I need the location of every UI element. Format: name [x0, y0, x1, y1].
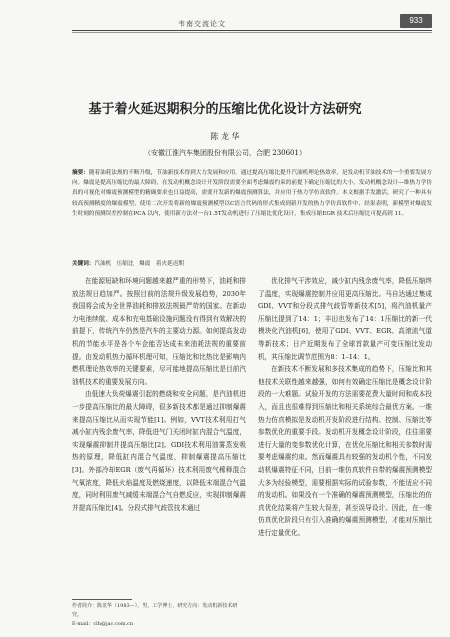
- author-affiliation: （安徽江淮汽车集团股份有限公司，合肥 230601）: [144, 149, 306, 157]
- footnote-author-bio: 作者简介：陈龙华（1983—），男，工学博士，研究方向：发动机新技术研究。: [72, 603, 238, 618]
- keywords-text: 汽油机 压缩比 爆震 着火延迟期: [94, 261, 184, 267]
- abstract-label: 摘要：: [72, 170, 89, 176]
- header-rule-thin: [72, 32, 432, 33]
- paragraph: 优化排气干涉效应，减少缸内残余废气率，降低压缩终了温度，实现爆震控制并应用更高压缩比。马自达通过集成GDI、VVT和分段式排气歧管等新技术[5]，将汽油机量产压缩比提到了14：1；丰田也发布了14：1压缩比的新一代模块化汽油机[6]，使用了GDI、VVT、EGR、高滚流气道等新技术；日产近期发布了全球首款量产可变压缩比发动机，其压缩比调节范围为8：1–14：1。: [258, 277, 432, 361]
- footnote-rule: [72, 599, 132, 600]
- author-name: 陈 龙 华: [210, 132, 240, 141]
- paragraph: 在新技术不断发展和多技术集成的趋势下，压缩比和其他技术关联性越来越强，如何有效确定压缩比是概念设计阶段的一大难题。试验开发的方法需要花费大量时间和成本投入，而且也很难得到压缩比和相关系统综合最优方案。一维热力仿真模拟是发动机开发阶段进行结构、控制、压缩比等参数优化的重要手段。发动机开发概念设计阶段，往往需要进行大量的变参数优化计算，在优化压缩比和相关参数时需要考虑爆震约束。然而爆震具有较强的发动机个性，不同发动机爆震特征不同，目前一维仿真软件自带的爆震预测模型大多为经验模型，需要根据实际的试验参数，不能适应不同的发动机。如果没有一个准确的爆震预测模型，压缩比的仿真优化结果将产生较大误差，甚至误导设计。因此，在一维仿真优化阶段只有引入准确的爆震预测模型，才能对压缩比进行定量优化。: [258, 365, 432, 537]
- header-rule: [72, 30, 432, 31]
- paragraph: 由低速大负荷爆震引起的燃烧和安全问题，是汽油机进一步提高压缩比的最大障碍，很多新技术都是通过抑制爆震来提高压缩比从而实现节能[1]。例如，VVT技术利用打气减小缸内残余废气率，降低进气门关闭时缸内混合气温度，实现爆震抑制并提高压缩比[2]。GDI技术利用油雾蒸发吸热的原理，降低缸内混合气温度，抑制爆震提高压缩比[3]。外部冷却EGR（废气再循环）技术利用废气稀释混合气氧浓度，降低火焰温度及燃烧速度，以降低末端混合气温度，同时利用废气减缓末端混合气自燃反应，实现抑制爆震并提高压缩比[4]。分段式排气歧管技术通过: [72, 390, 246, 512]
- footnote: [72, 602, 246, 629]
- page-header: [0, 0, 450, 58]
- body-column-left: [72, 275, 246, 514]
- paragraph: 在能源短缺和环境问题越来越严重的形势下，油耗和排放法规日趋加严。按照目前的法规升级发展趋势，2030年我国将会成为全世界油耗和排放法规最严苛的国家。在新动力电池续航、成本和充电基础设施问题没有得到有效解决的前提下，传统汽车仍然是汽车的主要动力源。如何提高发动机的节能水平是各个车企能否达成未来油耗法规的重要前提。由发动机热力循环机理可知，压缩比和比热比是影响内燃机理论热效率的关键要素，尽可能地提高压缩比是目前汽油机技术的重要发展方向。: [72, 277, 246, 386]
- body-column-right: [258, 275, 432, 539]
- journal-section-title: 韦南交流论文: [178, 20, 226, 28]
- paper-title: 基于着火延迟期积分的压缩比优化设计方法研究: [88, 102, 362, 117]
- abstract: [72, 168, 432, 219]
- page-number: 933: [400, 14, 432, 28]
- keywords-label: 关键词：: [72, 261, 95, 267]
- keywords: [72, 259, 432, 267]
- abstract-text: 随着油耗法规的不断升级，节油新技术得到大力发展和应用。通过提高压缩比提升汽油机理论热效率，是发动机节油技术的一个重要发展方向。爆震是提高压缩比的最大障碍，在发动机概念设计开发阶段需要全面考虑爆震约束的前提下确定压缩比的大小。发动机概念设计—维热力学仿真的可视化对爆震预测模型的精确要求也日益提高，需要开发新的爆震预测算法，并应用于热力学仿真软件。本文根据手发激活，研究了一种具有较高预测精度的爆震模型，使用二次开发将新的爆震预测模型以C语言代码的形式集成到新开发的热力学仿真软件中，经果表明，新模型对爆震发生时刻的预测误差控制在PCA 以内，使用新方法对一台1.5T发动机进行了压缩比优化设计，集成压缩EGR 技术后压缩比可提高到 11。: [72, 170, 432, 217]
- footnote-email: E-mail：clh@jac.com.cn: [72, 621, 134, 627]
